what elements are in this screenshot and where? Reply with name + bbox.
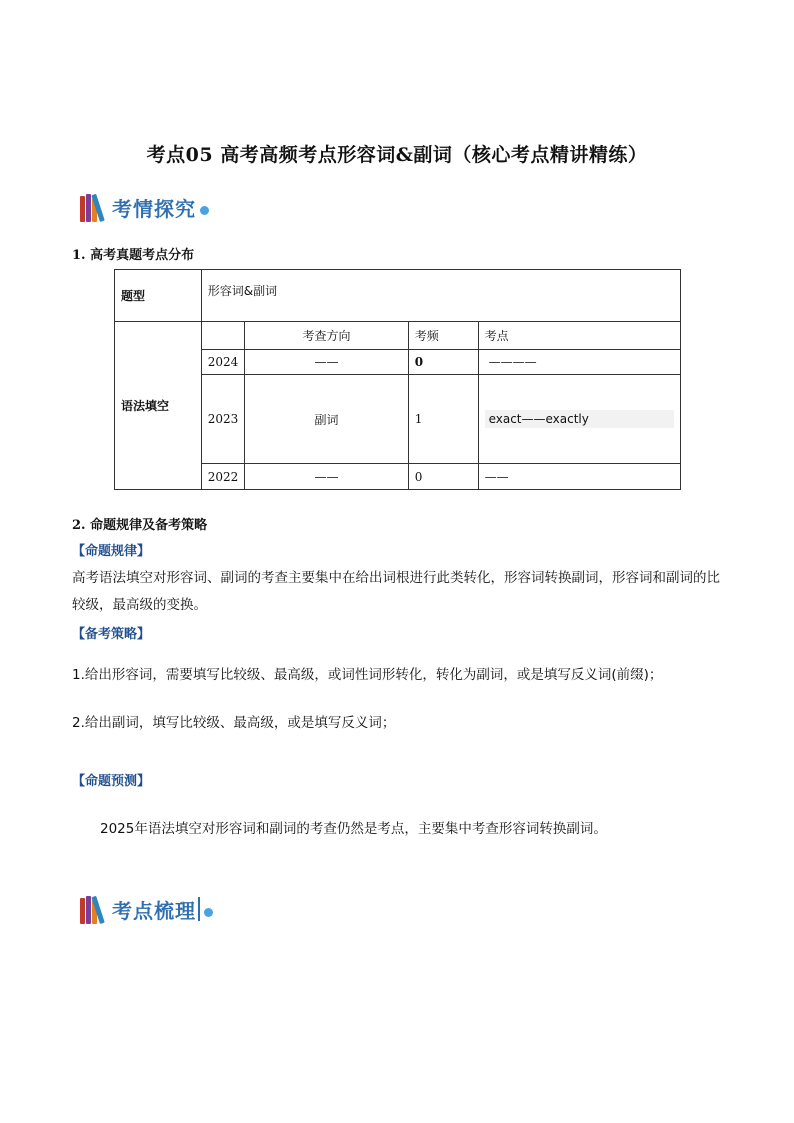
point-cell [478,375,680,464]
type-value: 形容词&副词 [201,270,680,322]
text-cursor [198,897,200,921]
strategy-item-2: 2.给出副词，填写比较级、最高级，或是填写反义词； [72,715,396,731]
point-cell: —— [478,464,680,490]
exam-distribution-table [114,269,681,490]
banner-exam-research [80,190,209,224]
column-header: 考查方向 [245,322,408,350]
direction-cell: —— [245,464,408,490]
strategy-item-1: 1.给出形容词，需要填写比较级、最高级，或词性词形转化，转化为副词，或是填写反义词(前缀)； [72,667,663,683]
dot-icon [200,206,209,215]
page-title: 考点05 高考高频考点形容词&副词（核心考点精讲精练） [146,144,648,166]
banner-title: 考点梳理 [112,898,196,923]
banner-key-points [80,892,213,926]
point-cell: ———— [478,350,680,375]
table-row [115,270,681,322]
table-cell [201,322,245,350]
table-header-row [115,322,681,350]
column-header: 考点 [478,322,680,350]
row-label: 语法填空 [115,322,202,490]
frequency-cell: 0 [408,464,478,490]
frequency-cell: 1 [408,375,478,464]
type-label: 题型 [115,270,202,322]
rule-text: 高考语法填空对形容词、副词的考查主要集中在给出词根进行此类转化，形容词转换副词，形容词和副词的比较级，最高级的变换。 [72,570,720,613]
books-icon [80,894,106,924]
direction-cell: —— [245,350,408,375]
banner-title: 考情探究 [112,196,196,221]
year-cell: 2024 [201,350,245,375]
column-header: 考频 [408,322,478,350]
forecast-tag: 【命题预测】 [72,774,151,789]
frequency-cell: 0 [408,350,478,375]
dot-icon [204,908,213,917]
forecast-text: 2025年语法填空对形容词和副词的考查仍然是考点，主要集中考查形容词转换副词。 [100,821,607,837]
direction-cell: 副词 [245,375,408,464]
rule-tag: 【命题规律】 [72,544,151,559]
year-cell: 2022 [201,464,245,490]
point-highlight: exact——exactly [485,410,674,428]
section-heading-strategy: 2. 命题规律及备考策略 [72,518,208,533]
year-cell: 2023 [201,375,245,464]
strategy-tag: 【备考策略】 [72,627,151,642]
books-icon [80,192,106,222]
section-heading-distribution: 1. 高考真题考点分布 [72,248,195,263]
